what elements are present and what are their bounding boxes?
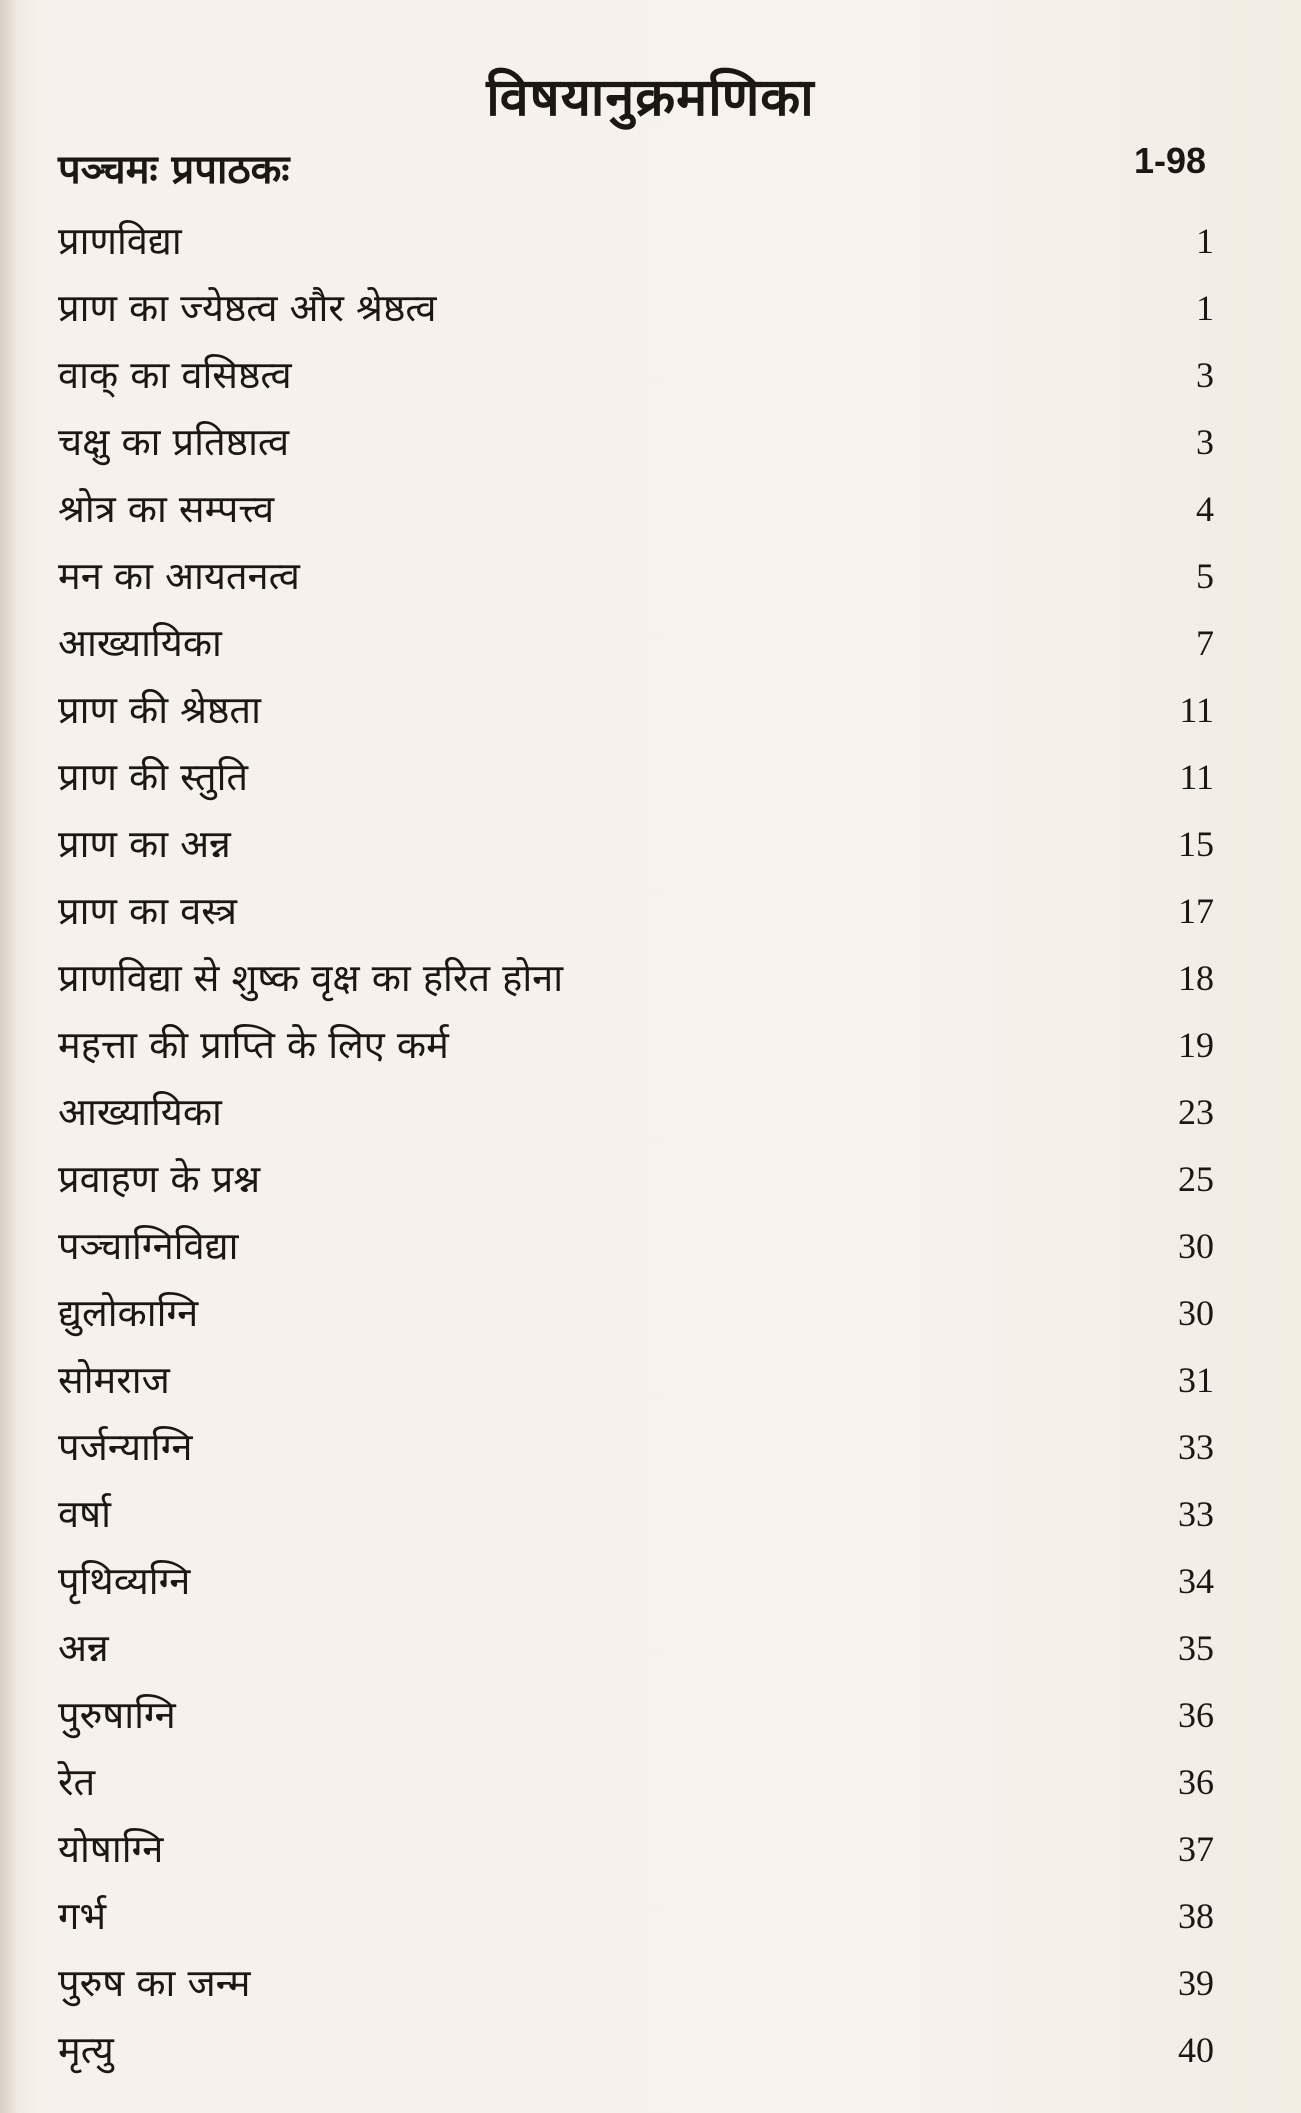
toc-entry [58, 1481, 1214, 1548]
toc-entry [58, 677, 1214, 744]
toc-entry [58, 342, 1214, 409]
toc-entry-page: 33 [1178, 1427, 1214, 1467]
toc-entry-title: आख्यायिका [58, 621, 222, 665]
toc-entry-page: 40 [1178, 2030, 1214, 2070]
toc-entry-title: गर्भ [58, 1894, 107, 1938]
toc-entry [58, 1280, 1214, 1347]
toc-entry-title: रेत [58, 1760, 96, 1804]
toc-entry [58, 208, 1214, 275]
toc-entry [58, 811, 1214, 878]
toc-entry [58, 275, 1214, 342]
toc-entry-page: 33 [1178, 1494, 1214, 1534]
toc-entry [58, 409, 1214, 476]
toc-entry-title: प्राण की स्तुति [58, 755, 249, 799]
toc-entry-title: पृथिव्यग्नि [58, 1559, 191, 1603]
toc-entry-title: प्रवाहण के प्रश्न [58, 1157, 261, 1201]
toc-entry [58, 1213, 1214, 1280]
toc-entry [58, 1079, 1214, 1146]
toc-entry-page: 3 [1196, 422, 1214, 462]
toc-entry [58, 1615, 1214, 1682]
toc-entry-page: 36 [1178, 1695, 1214, 1735]
toc-entry [58, 2017, 1214, 2084]
toc-entry-page: 1 [1196, 288, 1214, 328]
toc-entry-page: 37 [1178, 1829, 1214, 1869]
toc-entry-title: प्राणविद्या से शुष्क वृक्ष का हरित होना [58, 956, 564, 1000]
toc-entry-page: 3 [1196, 355, 1214, 395]
toc-entry-title: अन्न [58, 1626, 109, 1670]
toc-entry-title: श्रोत्र का सम्पत्त्व [58, 487, 275, 531]
toc-entry [58, 1548, 1214, 1615]
toc-entry-page: 7 [1196, 623, 1214, 663]
toc-entry-page: 36 [1178, 1762, 1214, 1802]
toc-entry [58, 744, 1214, 811]
toc-entry [58, 1950, 1214, 2017]
toc-entry-page: 30 [1178, 1293, 1214, 1333]
toc-entry [58, 1749, 1214, 1816]
toc-entry [58, 878, 1214, 945]
table-of-contents [58, 208, 1214, 2084]
toc-entry-title: वाक् का वसिष्ठत्व [58, 353, 292, 397]
toc-entry-title: पुरुष का जन्म [58, 1961, 251, 2005]
section-label: पञ्चमः प्रपाठकः [58, 146, 290, 193]
toc-entry-title: प्राण का अन्न [58, 822, 231, 866]
toc-entry-page: 39 [1178, 1963, 1214, 2003]
toc-entry [58, 476, 1214, 543]
toc-entry [58, 1682, 1214, 1749]
toc-entry [58, 1347, 1214, 1414]
toc-entry-title: चक्षु का प्रतिष्ठात्व [58, 420, 290, 464]
toc-entry [58, 543, 1214, 610]
toc-entry-title: महत्ता की प्राप्ति के लिए कर्म [58, 1023, 449, 1067]
toc-entry-page: 35 [1178, 1628, 1214, 1668]
toc-entry-page: 18 [1178, 958, 1214, 998]
toc-entry-page: 17 [1178, 891, 1214, 931]
page-title: विषयानुक्रमणिका [486, 67, 815, 128]
toc-entry-title: प्राण की श्रेष्ठता [58, 688, 261, 732]
toc-entry-title: सोमराज [58, 1358, 170, 1402]
toc-entry-page: 23 [1178, 1092, 1214, 1132]
toc-entry-page: 11 [1179, 757, 1214, 797]
toc-entry-title: पञ्चाग्निविद्या [58, 1224, 239, 1268]
toc-entry-title: पुरुषाग्नि [58, 1693, 176, 1737]
toc-entry-page: 1 [1196, 221, 1214, 261]
toc-entry-title: योषाग्नि [58, 1827, 164, 1871]
toc-entry-title: द्युलोकाग्नि [58, 1291, 199, 1335]
toc-entry-title: प्राण का ज्येष्ठत्व और श्रेष्ठत्व [58, 286, 437, 330]
toc-entry-title: मन का आयतनत्व [58, 554, 300, 598]
section-page-range: 1-98 [1133, 140, 1206, 181]
toc-entry-title: प्राणविद्या [58, 219, 182, 263]
toc-entry-page: 11 [1179, 690, 1214, 730]
toc-entry-page: 4 [1196, 489, 1214, 529]
toc-entry-page: 15 [1178, 824, 1214, 864]
toc-entry [58, 1816, 1214, 1883]
toc-entry-title: आख्यायिका [58, 1090, 222, 1134]
toc-entry [58, 1414, 1214, 1481]
toc-entry-page: 31 [1178, 1360, 1214, 1400]
toc-entry [58, 610, 1214, 677]
page-edge-shadow [0, 0, 18, 2113]
toc-entry [58, 1012, 1214, 1079]
toc-entry [58, 1883, 1214, 1950]
toc-entry-page: 5 [1196, 556, 1214, 596]
toc-entry-page: 30 [1178, 1226, 1214, 1266]
toc-entry [58, 1146, 1214, 1213]
toc-entry-title: पर्जन्याग्नि [58, 1425, 193, 1469]
toc-entry-page: 34 [1178, 1561, 1214, 1601]
section-heading [58, 140, 1206, 200]
toc-entry-page: 19 [1178, 1025, 1214, 1065]
toc-entry-title: वर्षा [58, 1492, 111, 1536]
toc-entry-page: 25 [1178, 1159, 1214, 1199]
toc-entry-title: मृत्यु [58, 2028, 114, 2072]
toc-entry-page: 38 [1178, 1896, 1214, 1936]
toc-entry [58, 945, 1214, 1012]
toc-entry-title: प्राण का वस्त्र [58, 889, 238, 933]
